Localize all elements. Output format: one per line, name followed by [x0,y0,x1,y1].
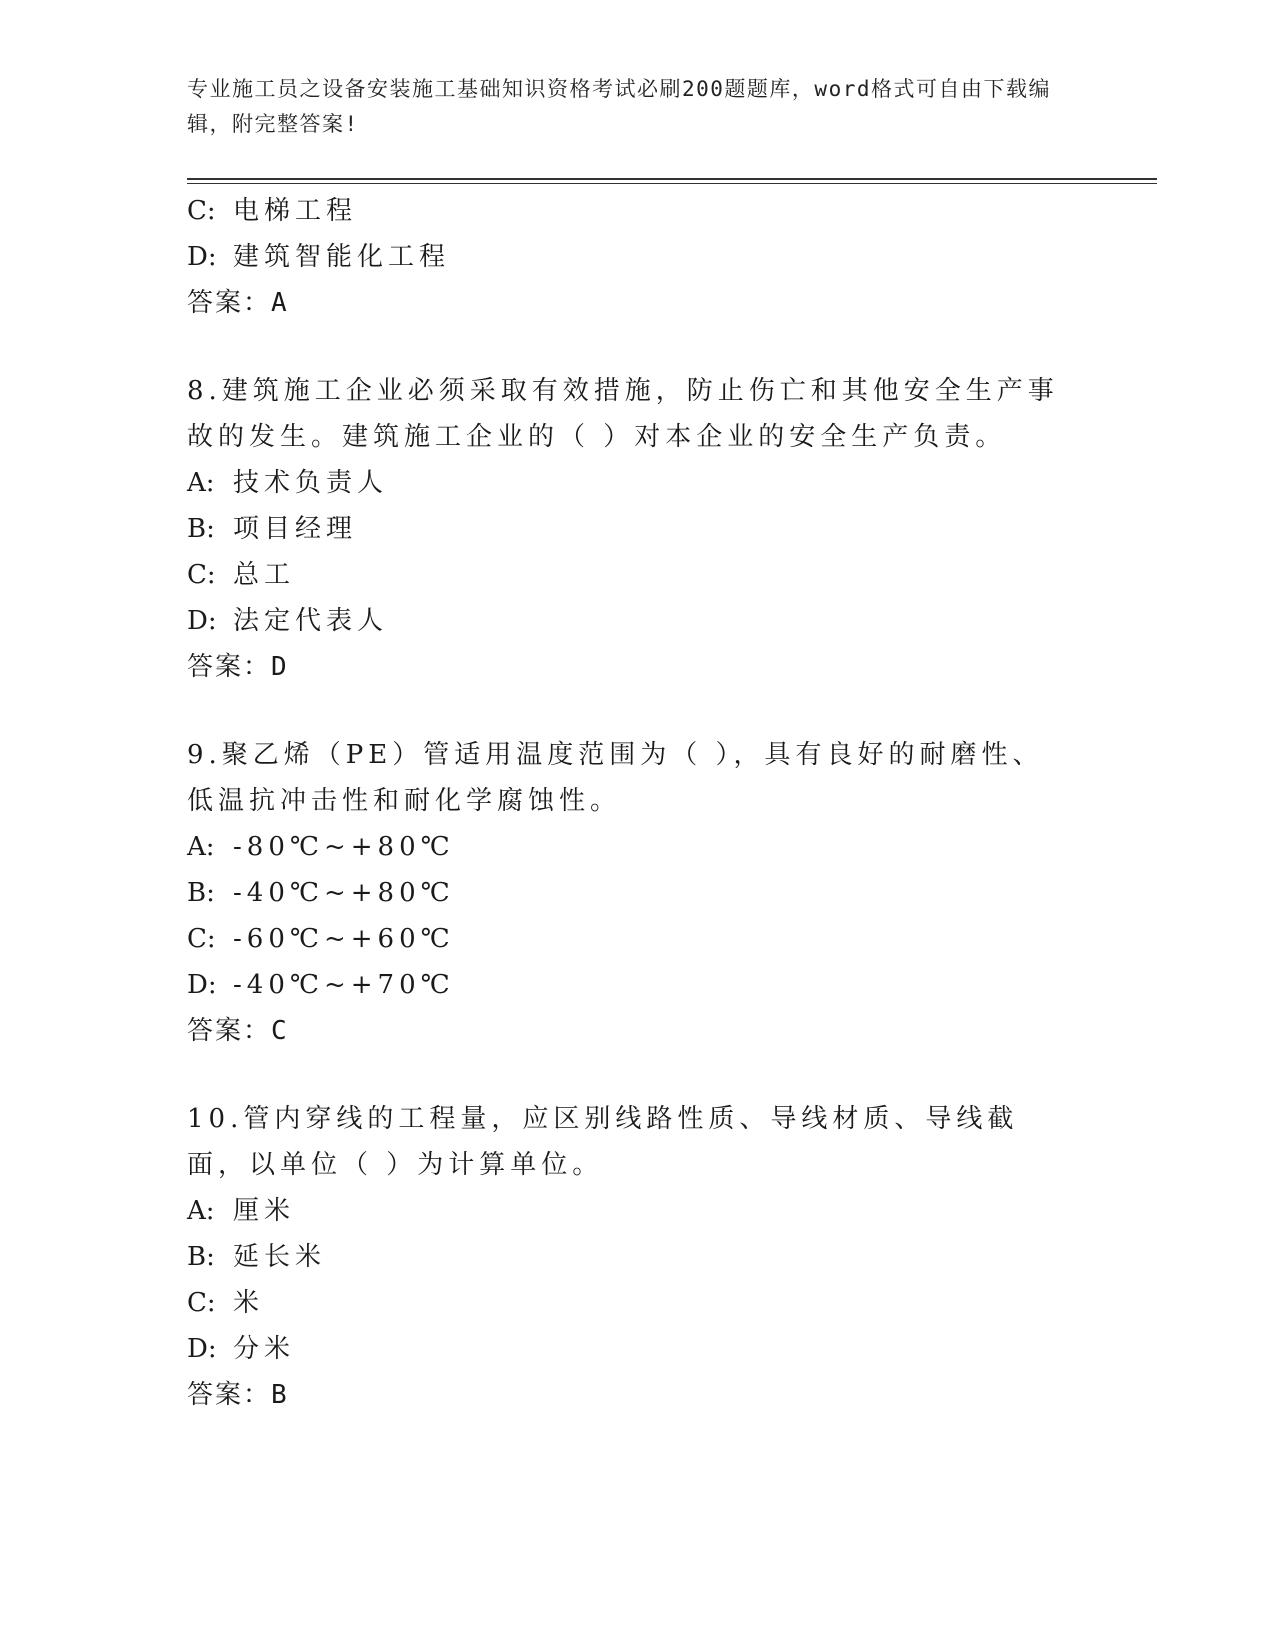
option-row [187,188,1067,234]
option-letter: A: [187,832,215,862]
option-row [187,234,1067,280]
option-row [187,1188,1067,1234]
option-text: -80℃~+80℃ [233,832,455,862]
option-letter: A: [187,468,215,498]
question-8 [187,368,1067,690]
option-text: 总工 [233,560,296,590]
option-row [187,824,1067,870]
option-letter: D: [187,242,217,272]
option-letter: D: [187,606,217,636]
header-divider-secondary [187,183,1157,184]
option-row [187,1326,1067,1372]
option-text: -40℃~+70℃ [233,970,455,1000]
option-row [187,552,1067,598]
document-header: 专业施工员之设备安装施工基础知识资格考试必刷200题题库，word格式可自由下载编辑，附完整答案! [187,77,1051,136]
option-text: 延长米 [233,1242,327,1272]
question-stem: 8.建筑施工企业必须采取有效措施，防止伤亡和其他安全生产事故的发生。建筑施工企业的（ ）对本企业的安全生产负责。 [187,376,1059,452]
option-letter: A: [187,1196,215,1226]
option-text: 建筑智能化工程 [233,242,451,272]
option-row [187,1234,1067,1280]
question-9 [187,732,1067,1054]
option-text: 厘米 [233,1196,296,1226]
option-letter: B: [187,514,215,544]
option-letter: D: [187,1334,217,1364]
question-10 [187,1096,1067,1418]
option-letter: B: [187,878,215,908]
question-stem: 9.聚乙烯（PE）管适用温度范围为（ ），具有良好的耐磨性、低温抗冲击性和耐化学腐蚀性。 [187,740,1044,816]
header-divider [187,178,1157,180]
option-letter: B: [187,1242,215,1272]
option-row [187,962,1067,1008]
option-text: -60℃~+60℃ [233,924,455,954]
document-body [187,188,1067,1460]
option-text: 米 [233,1288,265,1318]
option-letter: C: [187,560,216,590]
answer-line: 答案：A [187,288,289,318]
option-text: -40℃~+80℃ [233,878,455,908]
option-row [187,870,1067,916]
question-7-continued [187,188,1067,326]
answer-line: 答案：C [187,1016,289,1046]
option-row [187,460,1067,506]
option-text: 分米 [233,1334,296,1364]
option-text: 电梯工程 [233,196,358,226]
option-row [187,916,1067,962]
option-letter: D: [187,970,217,1000]
option-row [187,1280,1067,1326]
option-letter: C: [187,1288,216,1318]
option-text: 项目经理 [233,514,358,544]
question-stem: 10.管内穿线的工程量，应区别线路性质、导线材质、导线截面，以单位（ ）为计算单位。 [187,1104,1019,1180]
option-text: 技术负责人 [233,468,389,498]
option-text: 法定代表人 [233,606,389,636]
option-letter: C: [187,196,216,226]
answer-line: 答案：D [187,652,289,682]
answer-line: 答案：B [187,1380,289,1410]
option-row [187,506,1067,552]
option-letter: C: [187,924,216,954]
option-row [187,598,1067,644]
